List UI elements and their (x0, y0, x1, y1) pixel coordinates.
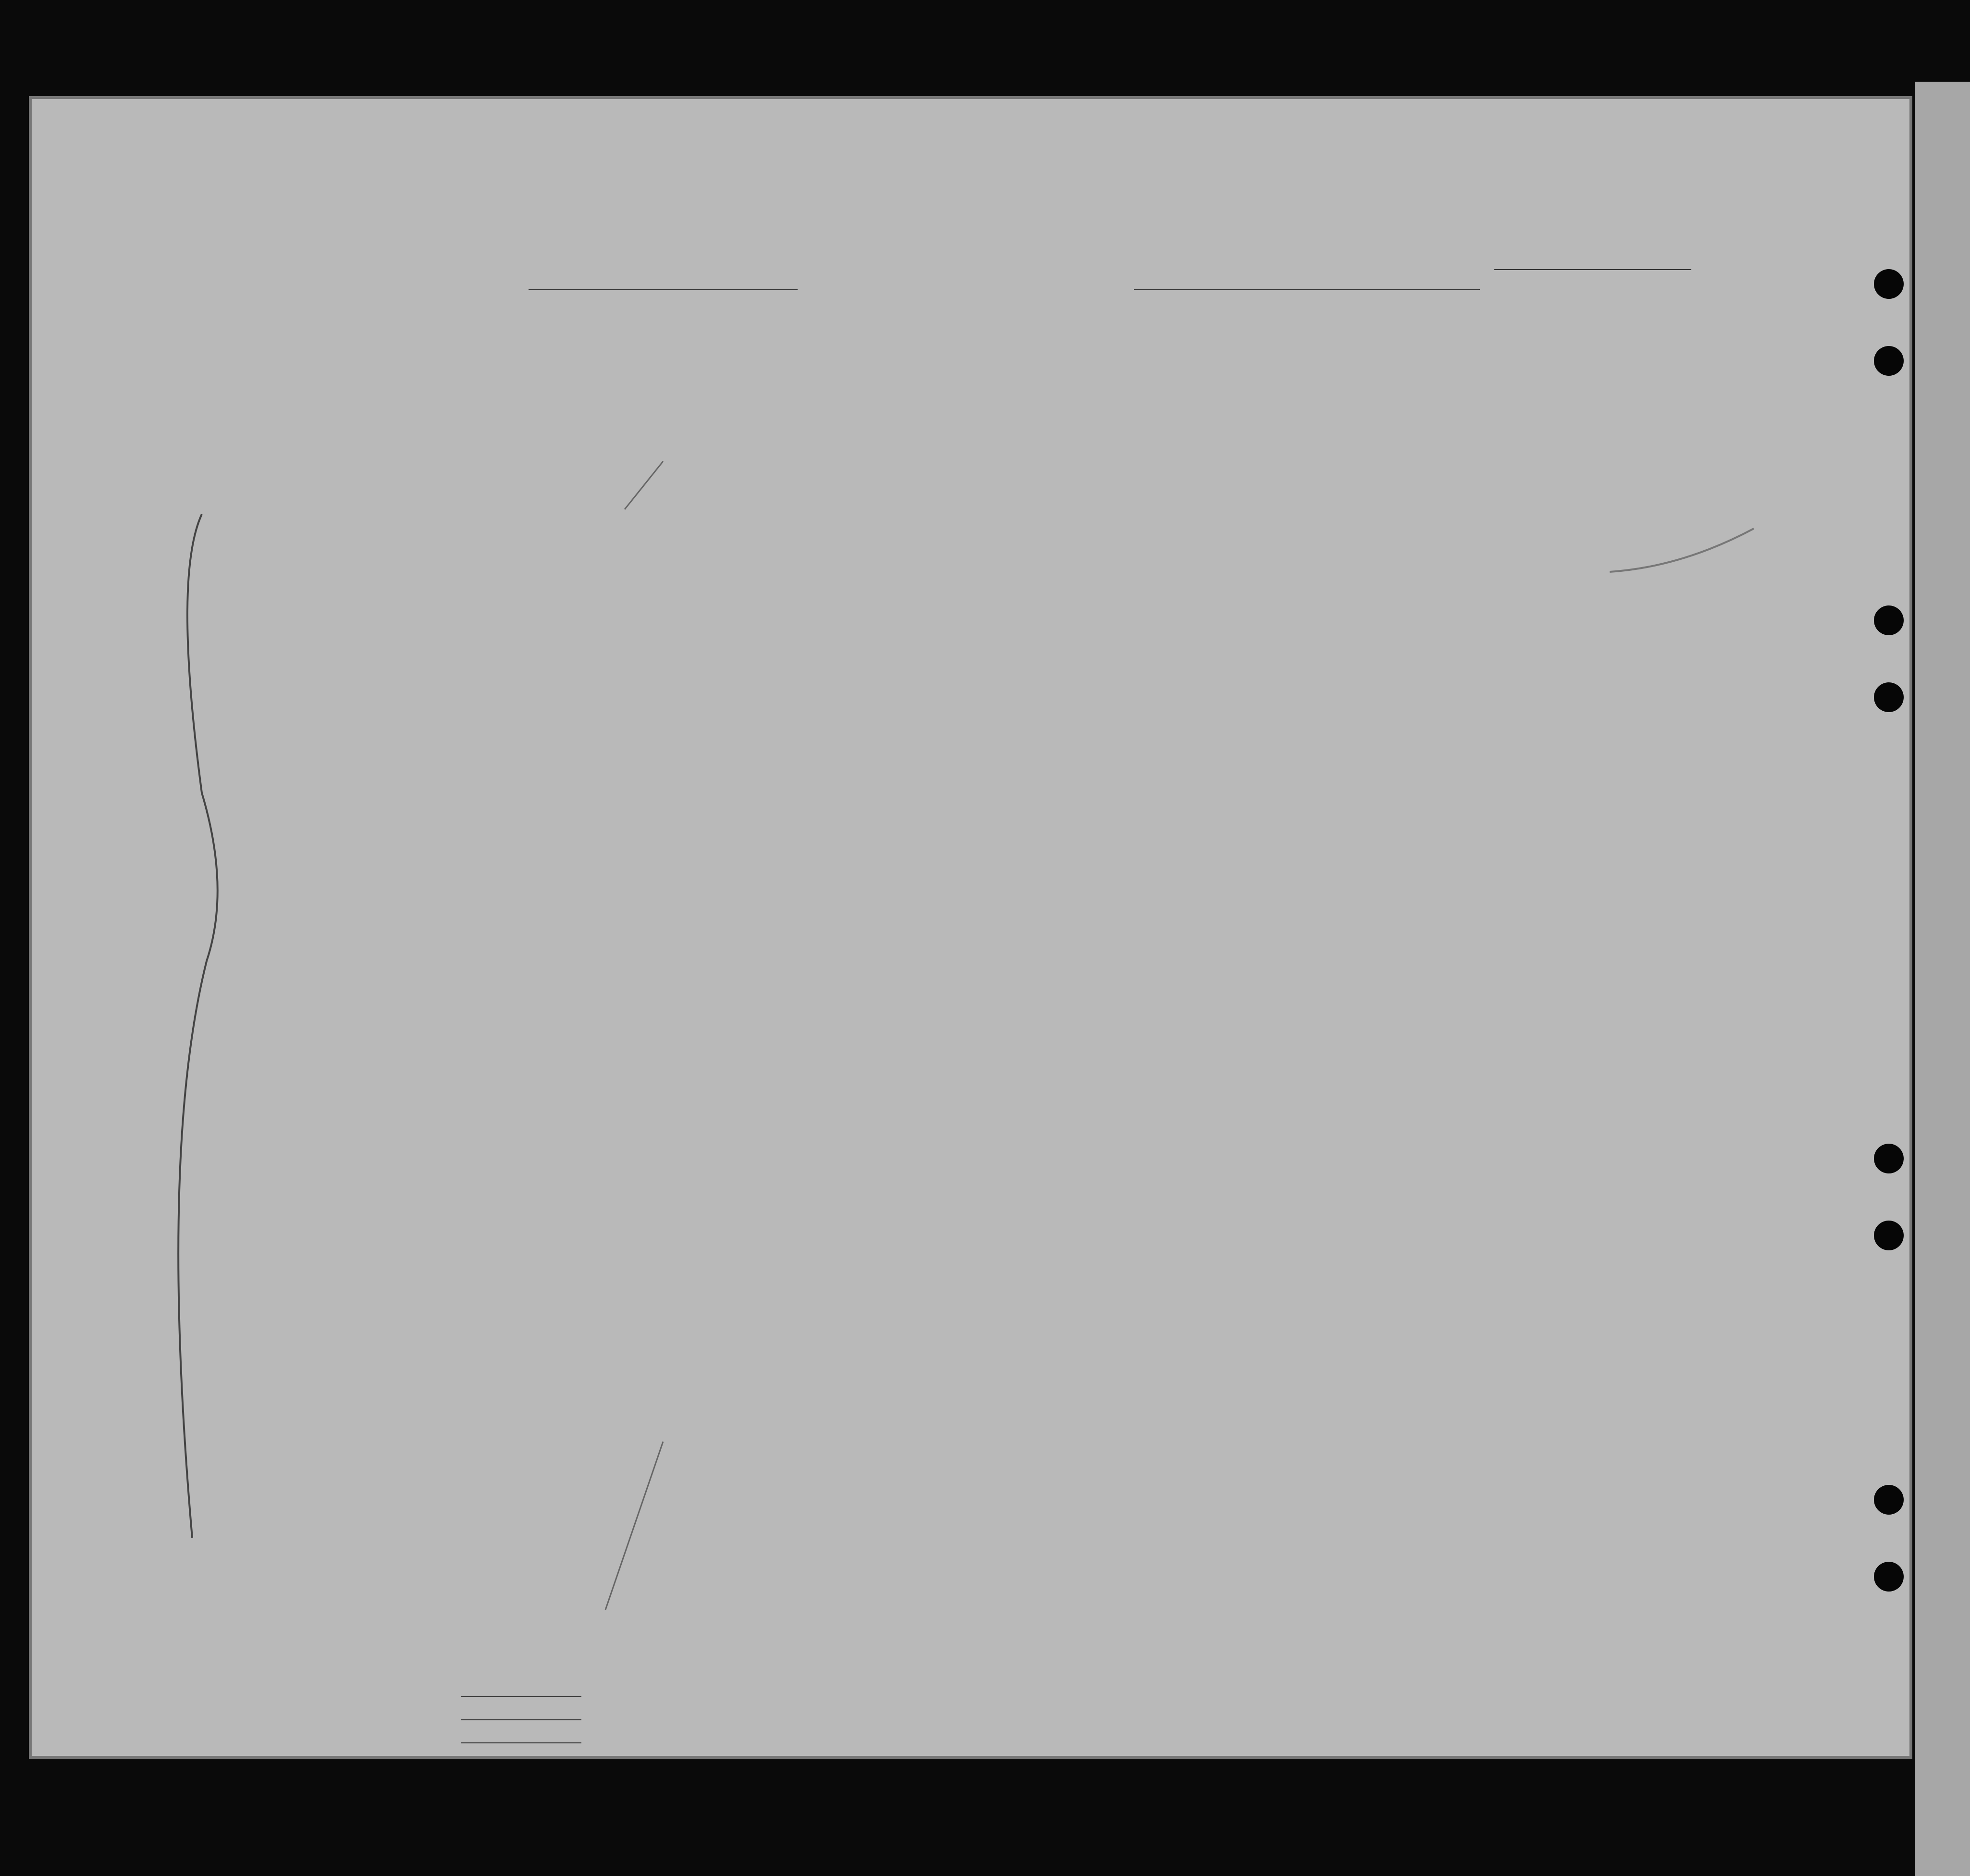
total-line (461, 1696, 581, 1697)
citizens-line (461, 1719, 581, 1720)
aliens-line (461, 1742, 581, 1743)
